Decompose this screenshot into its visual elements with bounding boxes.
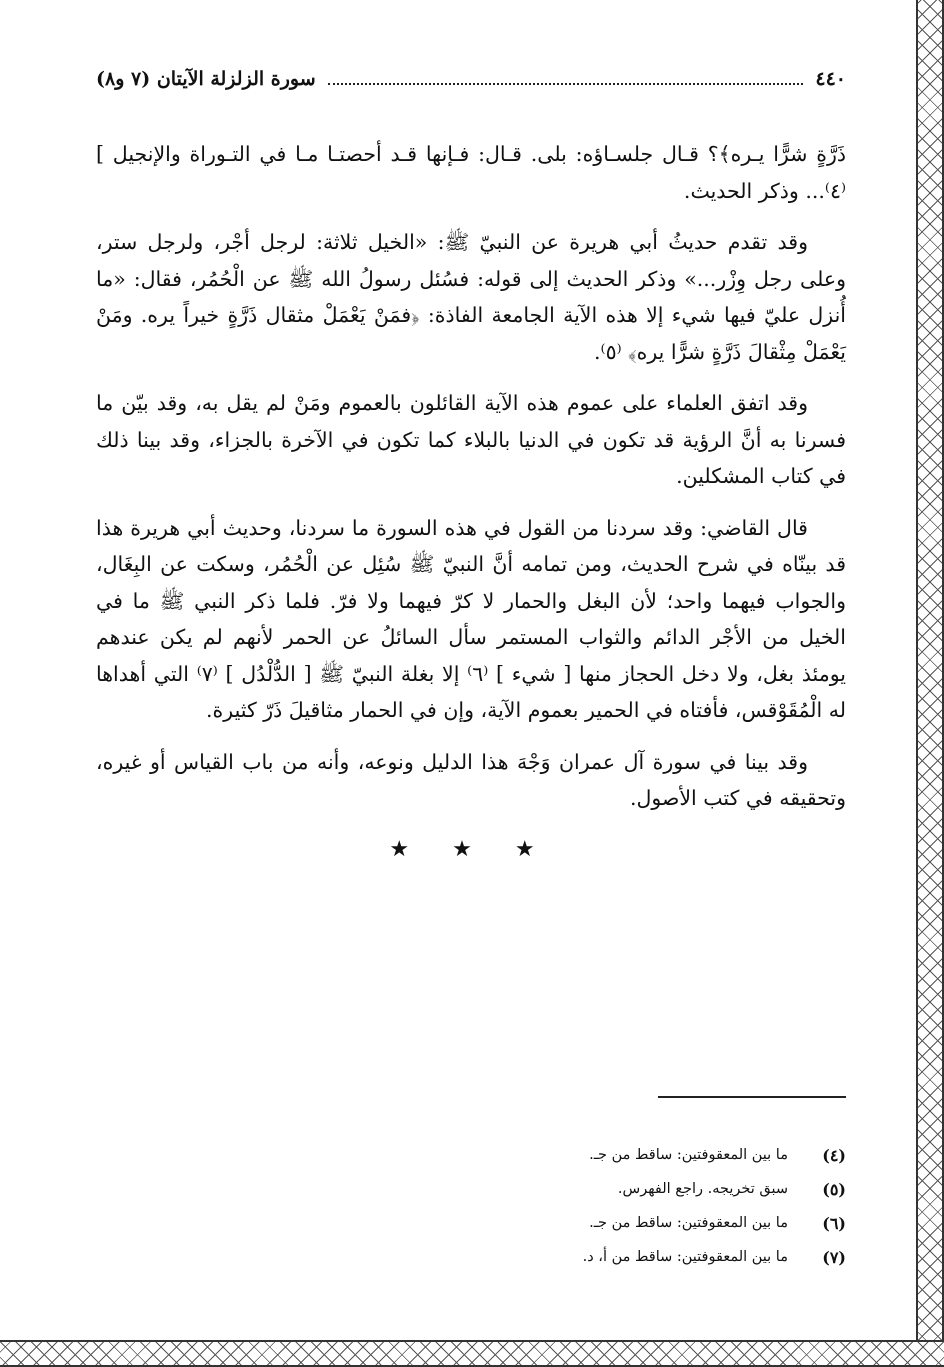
- decorative-border-bottom: [0, 1340, 944, 1367]
- footnote-item: [286, 1138, 846, 1172]
- footnote-text: سبق تخريجه. راجع الفهرس.: [617, 1181, 788, 1197]
- running-title: سورة الزلزلة الآيتان (٧ و٨): [96, 68, 316, 90]
- section-separator-stars: ★ ★ ★: [389, 836, 553, 862]
- footnote-number: (٤): [822, 1145, 846, 1165]
- paragraph-3: وقد اتفق العلماء على عموم هذه الآية القائلون بالعموم ومَنْ لم يقل به، وقد بيّن ما فسرنا به أنَّ الرؤية قد تكون في الدنيا بالبلاء كما تكون في الآخرة بالجزاء، وقد بينا ذلك في كتاب المشكلين.: [96, 391, 846, 488]
- footnote-item: [286, 1172, 846, 1206]
- page-number: ٤٤٠: [815, 68, 846, 90]
- footnote-item: [286, 1240, 846, 1274]
- paragraph-4: قال القاضي: وقد سردنا من القول في هذه السورة ما سردنا، وحديث أبي هريرة هذا قد بينّاه في شرح الحديث، ومن تمامه أنَّ النبيّ ﷺ سُئِل عن الْحُمُر، وسكت عن البِغَال، والجواب فيهما واحد؛ لأن البغل والحمار لا كرّ فيهما ولا فرّ. فلما ذكر النبي ﷺ ما في الخيل من الأجْر الدائم والثواب المستمر سأل السائلُ عن الحمر لأنهم لم يكن عندهم يومئذ بغل، ولا دخل الحجاز منها [ شيء ] ⁽٦⁾ إلا بغلة النبيّ ﷺ [ الدُّلْدُل ] ⁽٧⁾ التي أهداها له الْمُقَوْقس، فأفتاه في الحمير بعموم الآية، وإن في الحمار مثاقيلَ ذَرّ كثيرة.: [96, 515, 846, 722]
- footnote-number: (٥): [822, 1179, 846, 1199]
- page-header: [96, 68, 846, 100]
- decorative-border-right: [916, 0, 944, 1340]
- footnote-number: (٦): [822, 1213, 846, 1233]
- footnote-number: (٧): [822, 1247, 846, 1267]
- page-body: [96, 68, 846, 862]
- footnote-text: ما بين المعقوفتين: ساقط من جـ.: [589, 1215, 788, 1231]
- footnotes: [286, 1138, 846, 1274]
- paragraph-2: وقد تقدم حديثُ أبي هريرة عن النبيّ ﷺ: «الخيل ثلاثة: لرجل أجْر، ولرجل ستر، وعلى رجل وِزْر...» وذكر الحديث إلى قوله: فسُئل رسولُ الله ﷺ عن الْحُمُر، فقال: «ما أُنزل عليّ فيها شيء إلا هذه الآية الجامعة الفاذة: ﴿فمَنْ يَعْمَلْ مثقال ذَرَّةٍ خيراً يره. ومَنْ يَعْمَلْ مِثْقالَ ذَرَّةٍ شرًّا يره﴾ ⁽٥⁾.: [96, 230, 846, 364]
- footnote-divider: [658, 1096, 846, 1098]
- footnote-text: ما بين المعقوفتين: ساقط من جـ.: [589, 1147, 788, 1163]
- paragraph-1: ذَرَّةٍ شرًّا يـره﴾؟ قـال جلسـاؤه: بلى. قـال: فـإنها قـد أحصتـا مـا في التـوراة والإنجيل ] ⁽٤⁾... وذكر الحديث.: [96, 142, 846, 203]
- footnote-text: ما بين المعقوفتين: ساقط من أ، د.: [582, 1249, 788, 1265]
- header-leader-dots: [328, 83, 804, 85]
- footnote-item: [286, 1206, 846, 1240]
- paragraph-5: وقد بينا في سورة آل عمران وَجْهَ هذا الدليل ونوعه، وأنه من باب القياس أو غيره، وتحقيقه في كتب الأصول.: [96, 749, 846, 810]
